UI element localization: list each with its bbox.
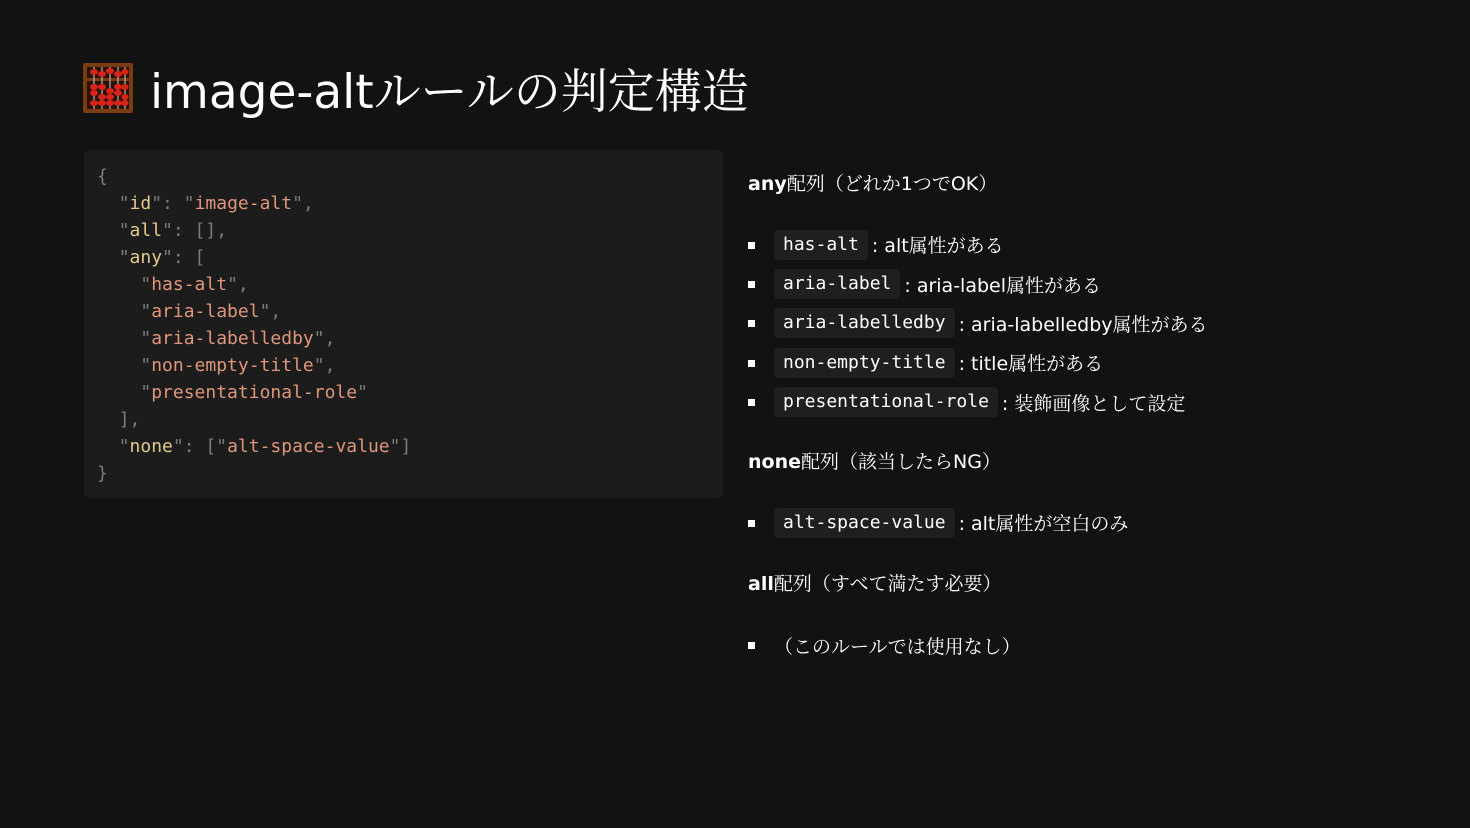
list-item	[748, 625, 1448, 664]
code-line: "non-empty-title",	[140, 355, 336, 376]
list-item	[748, 304, 1448, 343]
code-value-id: image-alt	[194, 193, 293, 214]
code-line: "all": [],	[118, 220, 228, 241]
bullet-icon	[748, 281, 755, 288]
check-description: : title属性がある	[958, 353, 1104, 376]
section-heading-none	[748, 446, 1448, 478]
code-line: "none": ["alt-space-value"]	[118, 436, 412, 457]
code-any-value: presentational-role	[151, 382, 358, 403]
code-any-value: has-alt	[151, 274, 228, 295]
check-name: non-empty-title	[774, 348, 955, 378]
check-name: aria-label	[774, 269, 900, 299]
title-row	[82, 58, 749, 118]
check-name: presentational-role	[774, 387, 998, 417]
bullet-icon	[748, 520, 755, 527]
list-item	[748, 264, 1448, 303]
section-keyword: all	[748, 573, 774, 596]
list-item	[748, 503, 1448, 542]
code-line: "has-alt",	[140, 274, 249, 295]
list-item	[748, 343, 1448, 382]
section-keyword: none	[748, 450, 801, 473]
bullet-icon	[748, 242, 755, 249]
json-code-block	[84, 150, 723, 498]
code-line: "aria-labelledby",	[140, 328, 336, 349]
section-heading-all	[748, 568, 1448, 600]
section-heading-any	[748, 168, 1448, 200]
all-check-list	[748, 625, 1448, 664]
bullet-icon	[748, 320, 755, 327]
bullet-icon	[748, 642, 755, 649]
page-title: image-altルールの判定構造	[150, 64, 749, 120]
section-keyword: any	[748, 173, 787, 195]
check-name: aria-labelledby	[774, 308, 955, 338]
section-heading-text: 配列（どれか1つでOK）	[786, 173, 998, 195]
abacus-icon	[82, 62, 134, 114]
any-check-list	[748, 225, 1448, 422]
code-any-value: aria-labelledby	[151, 328, 314, 349]
rule-explanation	[748, 168, 1448, 665]
code-line: {	[97, 166, 108, 187]
code-line: ],	[118, 409, 141, 430]
check-name: alt-space-value	[774, 508, 955, 538]
bullet-icon	[748, 360, 755, 367]
code-line: "any": [	[118, 247, 206, 268]
code-key-id: id	[129, 193, 152, 214]
code-line: }	[97, 463, 108, 484]
list-item	[748, 225, 1448, 264]
check-description: : 装飾画像として設定	[1001, 392, 1186, 415]
code-line: "aria-label",	[140, 301, 282, 322]
code-value-none: alt-space-value	[227, 436, 390, 457]
code-any-value: aria-label	[151, 301, 260, 322]
none-check-list	[748, 503, 1448, 542]
code-line: "presentational-role"	[140, 382, 368, 403]
check-description: : alt属性が空白のみ	[958, 513, 1129, 536]
section-heading-text: 配列（該当したらNG）	[801, 450, 1001, 473]
check-description: : alt属性がある	[871, 235, 1004, 258]
code-key-all: all	[129, 220, 163, 241]
check-description: : aria-label属性がある	[904, 274, 1101, 297]
section-heading-text: 配列（すべて満たす必要）	[773, 573, 1002, 596]
code-key-none: none	[129, 436, 173, 457]
code-key-any: any	[129, 247, 163, 268]
code-any-value: non-empty-title	[151, 355, 314, 376]
check-description: : aria-labelledby属性がある	[958, 313, 1208, 336]
check-name: has-alt	[774, 230, 868, 260]
code-line: "id": "image-alt",	[118, 193, 314, 214]
check-note: （このルールでは使用なし）	[774, 635, 1021, 658]
list-item	[748, 383, 1448, 422]
bullet-icon	[748, 399, 755, 406]
